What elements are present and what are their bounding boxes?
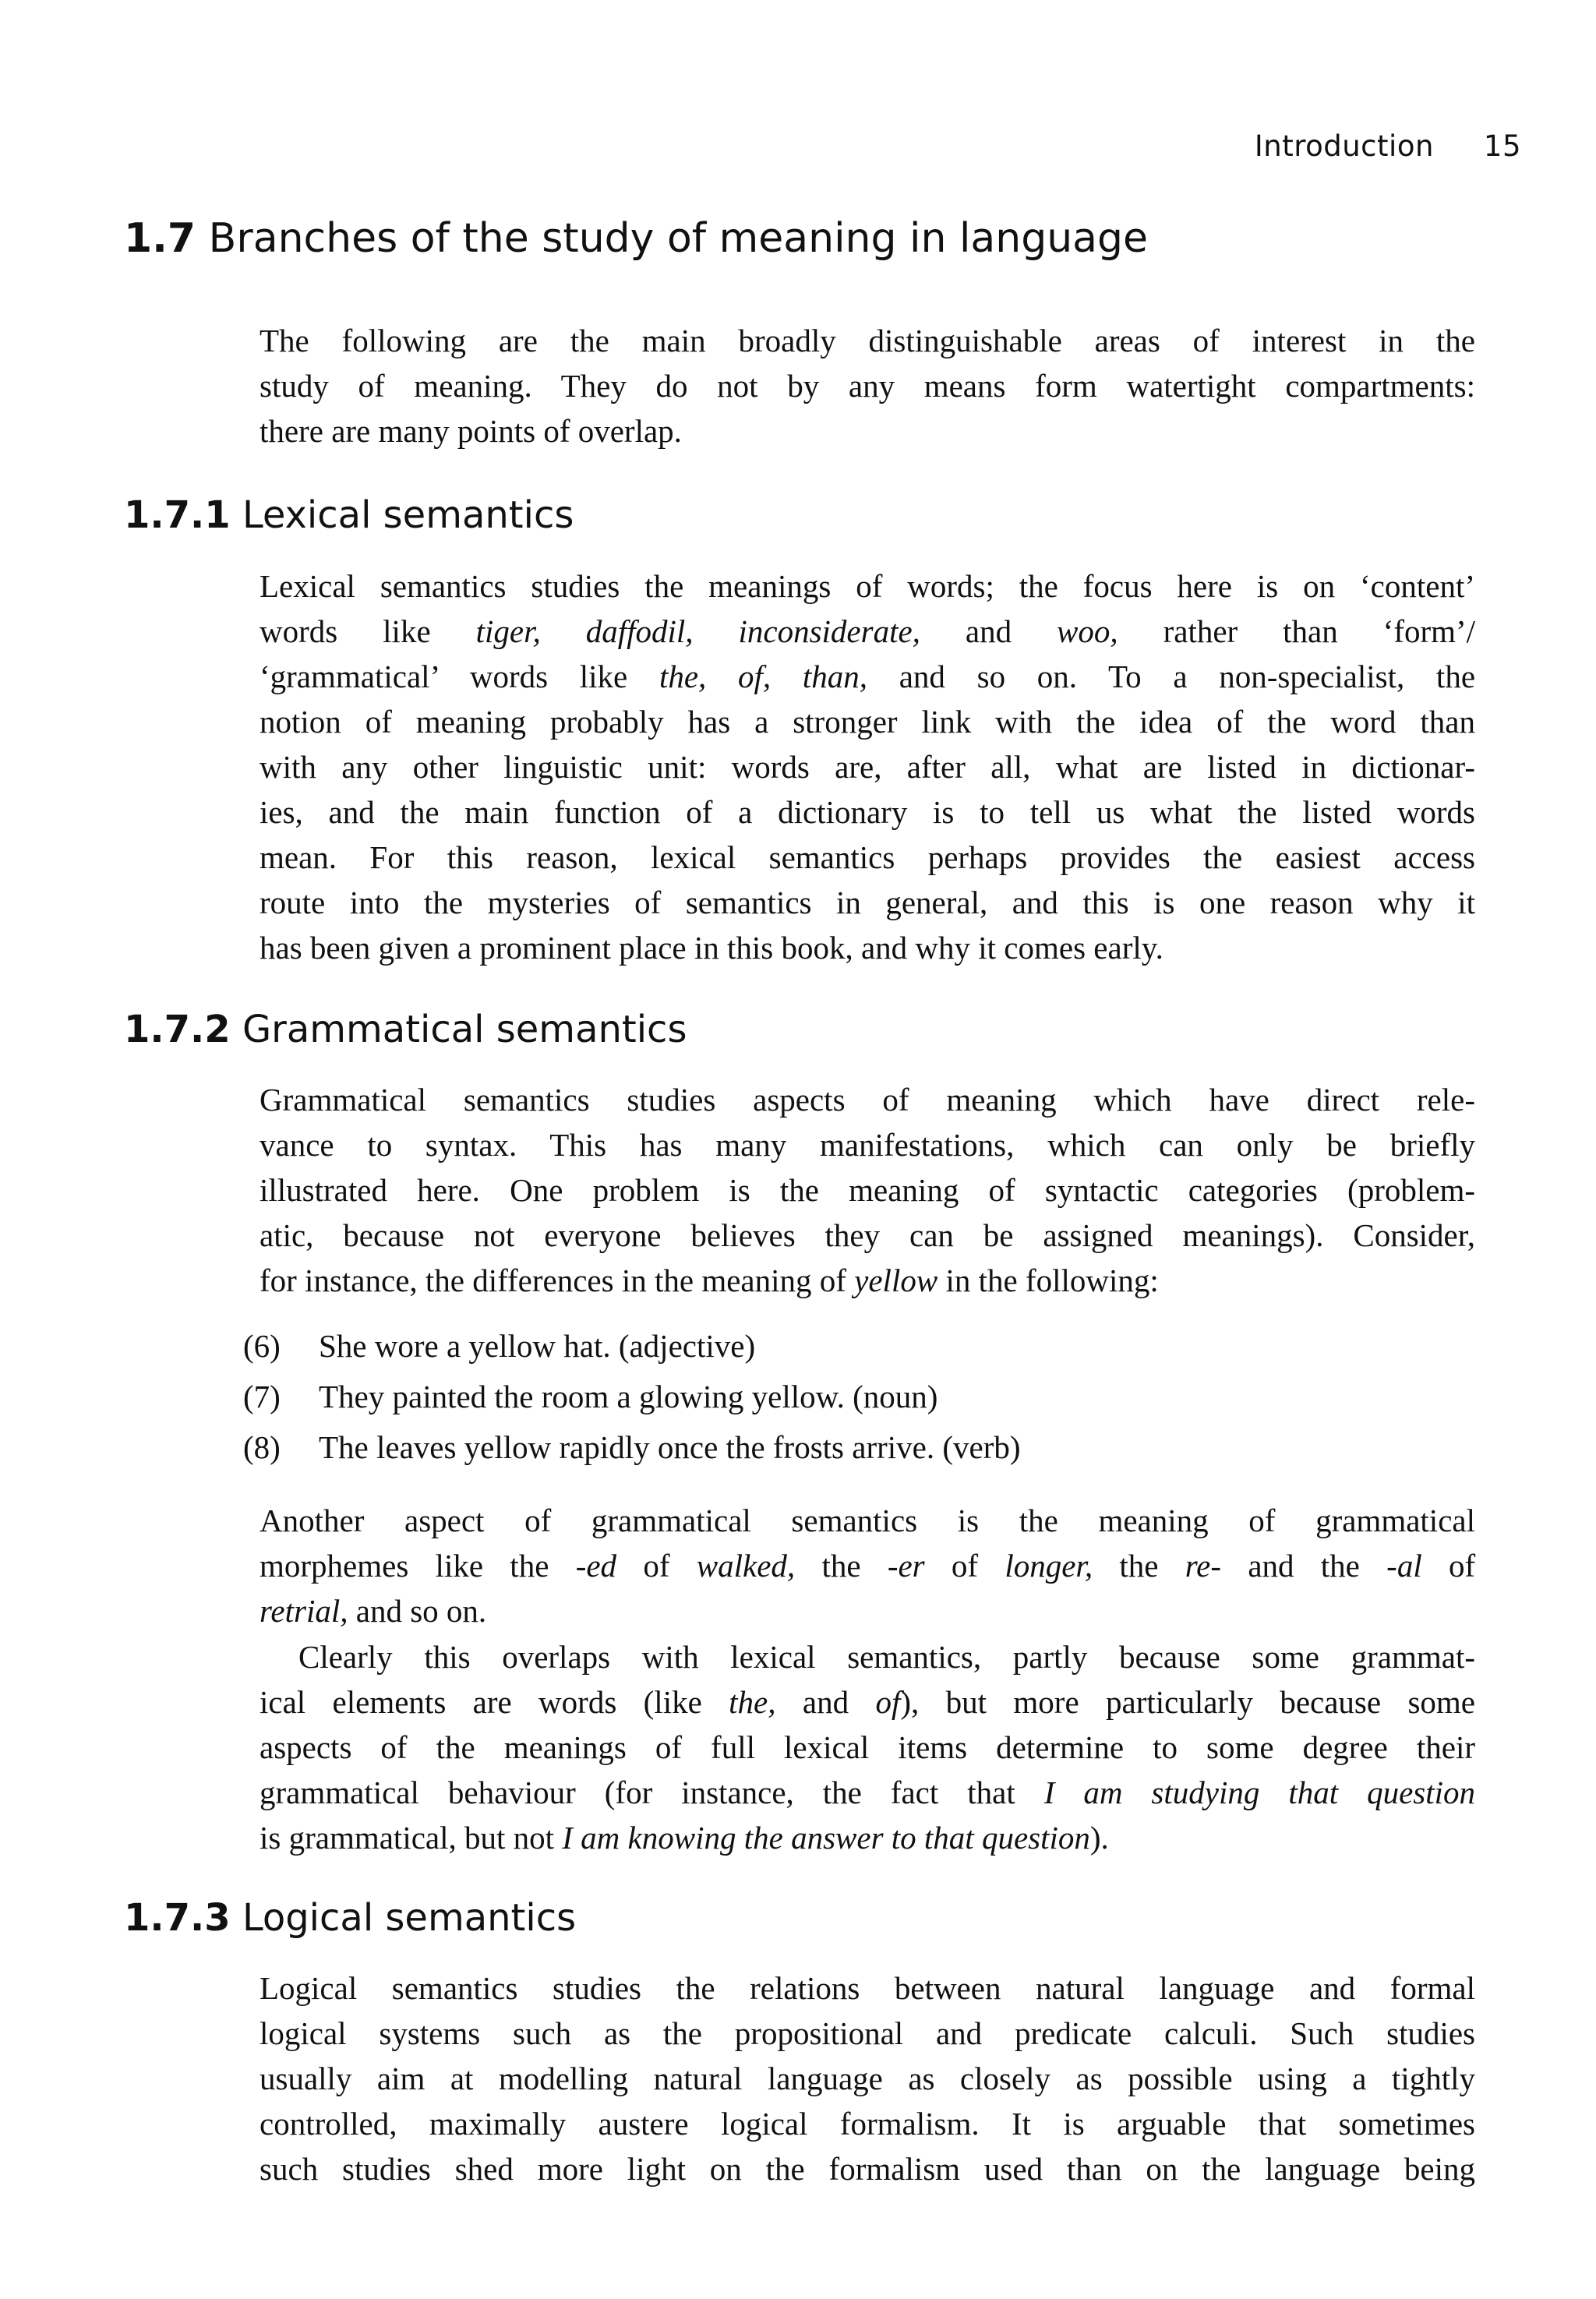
text-line: such studies shed more light on the formalism used than on the language being	[260, 2151, 1475, 2187]
text-run: in the following:	[945, 1263, 1159, 1298]
text-line: mean. For this reason, lexical semantics perhaps provides the easiest access	[260, 839, 1475, 875]
text-run: ical elements are words (like	[260, 1684, 702, 1720]
text-line	[260, 1258, 1475, 1303]
text-line	[260, 1543, 1475, 1588]
example-word: than,	[802, 659, 868, 694]
text-line: Clearly this overlaps with lexical semantics, partly because some grammat-	[298, 1639, 1475, 1675]
subsection-number: 1.7.2	[124, 1008, 231, 1051]
text-run: the	[821, 1548, 861, 1584]
example-word: retrial,	[260, 1593, 348, 1629]
text-line	[260, 1679, 1475, 1725]
text-run: of	[1449, 1548, 1476, 1584]
example-text: She wore a yellow hat. (adjective)	[319, 1328, 756, 1364]
text-line: Another aspect of grammatical semantics is the meaning of grammatical	[260, 1503, 1475, 1538]
text-line	[260, 1815, 1475, 1860]
example-word: -ed	[575, 1548, 617, 1584]
example-sentence: I am knowing the answer to that question	[562, 1820, 1090, 1856]
example-number: (8)	[243, 1429, 281, 1465]
lexical-semantics-paragraph	[260, 563, 1475, 970]
example-text: They painted the room a glowing yellow. (noun)	[319, 1379, 938, 1414]
subsection-number: 1.7.1	[124, 493, 231, 537]
example-word: re-	[1185, 1548, 1222, 1584]
text-line: has been given a prominent place in this book, and why it comes early.	[260, 930, 1163, 966]
example-word: woo,	[1057, 613, 1118, 649]
example-word: tiger,	[475, 613, 541, 649]
text-run: the	[1119, 1548, 1159, 1584]
section-heading	[124, 215, 1148, 262]
section-number: 1.7	[124, 215, 196, 262]
text-line: illustrated here. One problem is the meaning of syntactic categories (problem-	[260, 1172, 1475, 1208]
running-head-title: Introduction	[1254, 129, 1434, 163]
text-line: The following are the main broadly distinguishable areas of interest in the	[260, 323, 1475, 358]
text-run: and so on. To a non-specialist, the	[899, 659, 1476, 694]
example-word: longer,	[1005, 1548, 1093, 1584]
example-word: -al	[1386, 1548, 1422, 1584]
text-line: study of meaning. They do not by any means form watertight compartments:	[260, 368, 1475, 404]
example-word: -er	[887, 1548, 925, 1584]
example-word: of,	[738, 659, 772, 694]
example-word: yellow	[854, 1263, 938, 1298]
example-list	[243, 1321, 1474, 1473]
text-line: atic, because not everyone believes they can be assigned meanings). Consider,	[260, 1217, 1475, 1253]
subsection-title: Lexical semantics	[242, 493, 574, 537]
example-word: the,	[729, 1684, 776, 1720]
text-run: for instance, the differences in the meaning of	[260, 1263, 846, 1298]
logical-semantics-paragraph	[260, 1965, 1475, 2191]
text-line: route into the mysteries of semantics in general, and this is one reason why it	[260, 885, 1475, 920]
text-line: there are many points of overlap.	[260, 413, 682, 449]
text-run: of	[951, 1548, 979, 1584]
text-run: and the	[1248, 1548, 1360, 1584]
grammatical-semantics-paragraph-1	[260, 1077, 1475, 1303]
example-text: The leaves yellow rapidly once the frosts arrive. (verb)	[319, 1429, 1021, 1465]
text-run: grammatical behaviour (for instance, the fact that	[260, 1775, 1015, 1810]
subsection-heading-logical	[124, 1896, 576, 1940]
example-word: of	[875, 1684, 901, 1720]
example-item	[243, 1372, 1474, 1422]
subsection-title: Logical semantics	[242, 1896, 577, 1940]
text-run: morphemes like the	[260, 1548, 549, 1584]
text-line: vance to syntax. This has many manifestations, which can only be briefly	[260, 1127, 1475, 1163]
text-line	[260, 609, 1475, 654]
text-line: controlled, maximally austere logical formalism. It is arguable that sometimes	[260, 2106, 1475, 2142]
text-run: ‘grammatical’ words like	[260, 659, 628, 694]
grammatical-semantics-paragraph-2	[260, 1498, 1475, 1633]
example-word: the,	[659, 659, 707, 694]
text-line: ies, and the main function of a dictionary is to tell us what the listed words	[260, 794, 1475, 830]
text-line: notion of meaning probably has a stronger link with the idea of the word than	[260, 704, 1475, 740]
text-run: words like	[260, 613, 431, 649]
subsection-number: 1.7.3	[124, 1896, 231, 1940]
text-line: usually aim at modelling natural language as closely as possible using a tightly	[260, 2061, 1475, 2096]
subsection-heading-lexical	[124, 493, 574, 537]
text-run: and	[965, 613, 1012, 649]
example-item	[243, 1321, 1474, 1372]
text-line	[260, 654, 1475, 699]
section-title: Branches of the study of meaning in language	[208, 215, 1149, 262]
subsection-heading-grammatical	[124, 1008, 687, 1051]
text-line: with any other linguistic unit: words are, after all, what are listed in dictionar-	[260, 749, 1475, 785]
text-run: and so on.	[355, 1593, 487, 1629]
text-line: Logical semantics studies the relations between natural language and formal	[260, 1970, 1475, 2006]
running-head	[1255, 129, 1521, 163]
example-word: daffodil,	[585, 613, 694, 649]
text-line	[260, 1588, 1475, 1633]
text-run: of	[643, 1548, 670, 1584]
text-run: ).	[1089, 1820, 1109, 1856]
page-number: 15	[1483, 129, 1521, 163]
text-run: and	[802, 1684, 849, 1720]
example-item	[243, 1422, 1474, 1473]
example-sentence: I am studying that question	[1043, 1775, 1476, 1810]
text-run: is grammatical, but not	[260, 1820, 555, 1856]
example-number: (6)	[243, 1328, 281, 1364]
grammatical-semantics-paragraph-3	[260, 1634, 1475, 1860]
section-intro	[260, 318, 1475, 454]
example-word: inconsiderate,	[738, 613, 920, 649]
text-line: Lexical semantics studies the meanings of words; the focus here is on ‘content’	[260, 568, 1475, 604]
text-line: aspects of the meanings of full lexical items determine to some degree their	[260, 1729, 1475, 1765]
example-number: (7)	[243, 1379, 281, 1414]
text-line	[260, 1770, 1475, 1815]
subsection-title: Grammatical semantics	[242, 1008, 687, 1051]
text-run: rather than ‘form’/	[1163, 613, 1476, 649]
example-word: walked,	[696, 1548, 796, 1584]
text-line: Grammatical semantics studies aspects of meaning which have direct rele-	[260, 1082, 1475, 1118]
text-line: logical systems such as the propositional and predicate calculi. Such studies	[260, 2015, 1475, 2051]
text-run: ), but more particularly because some	[900, 1684, 1476, 1720]
